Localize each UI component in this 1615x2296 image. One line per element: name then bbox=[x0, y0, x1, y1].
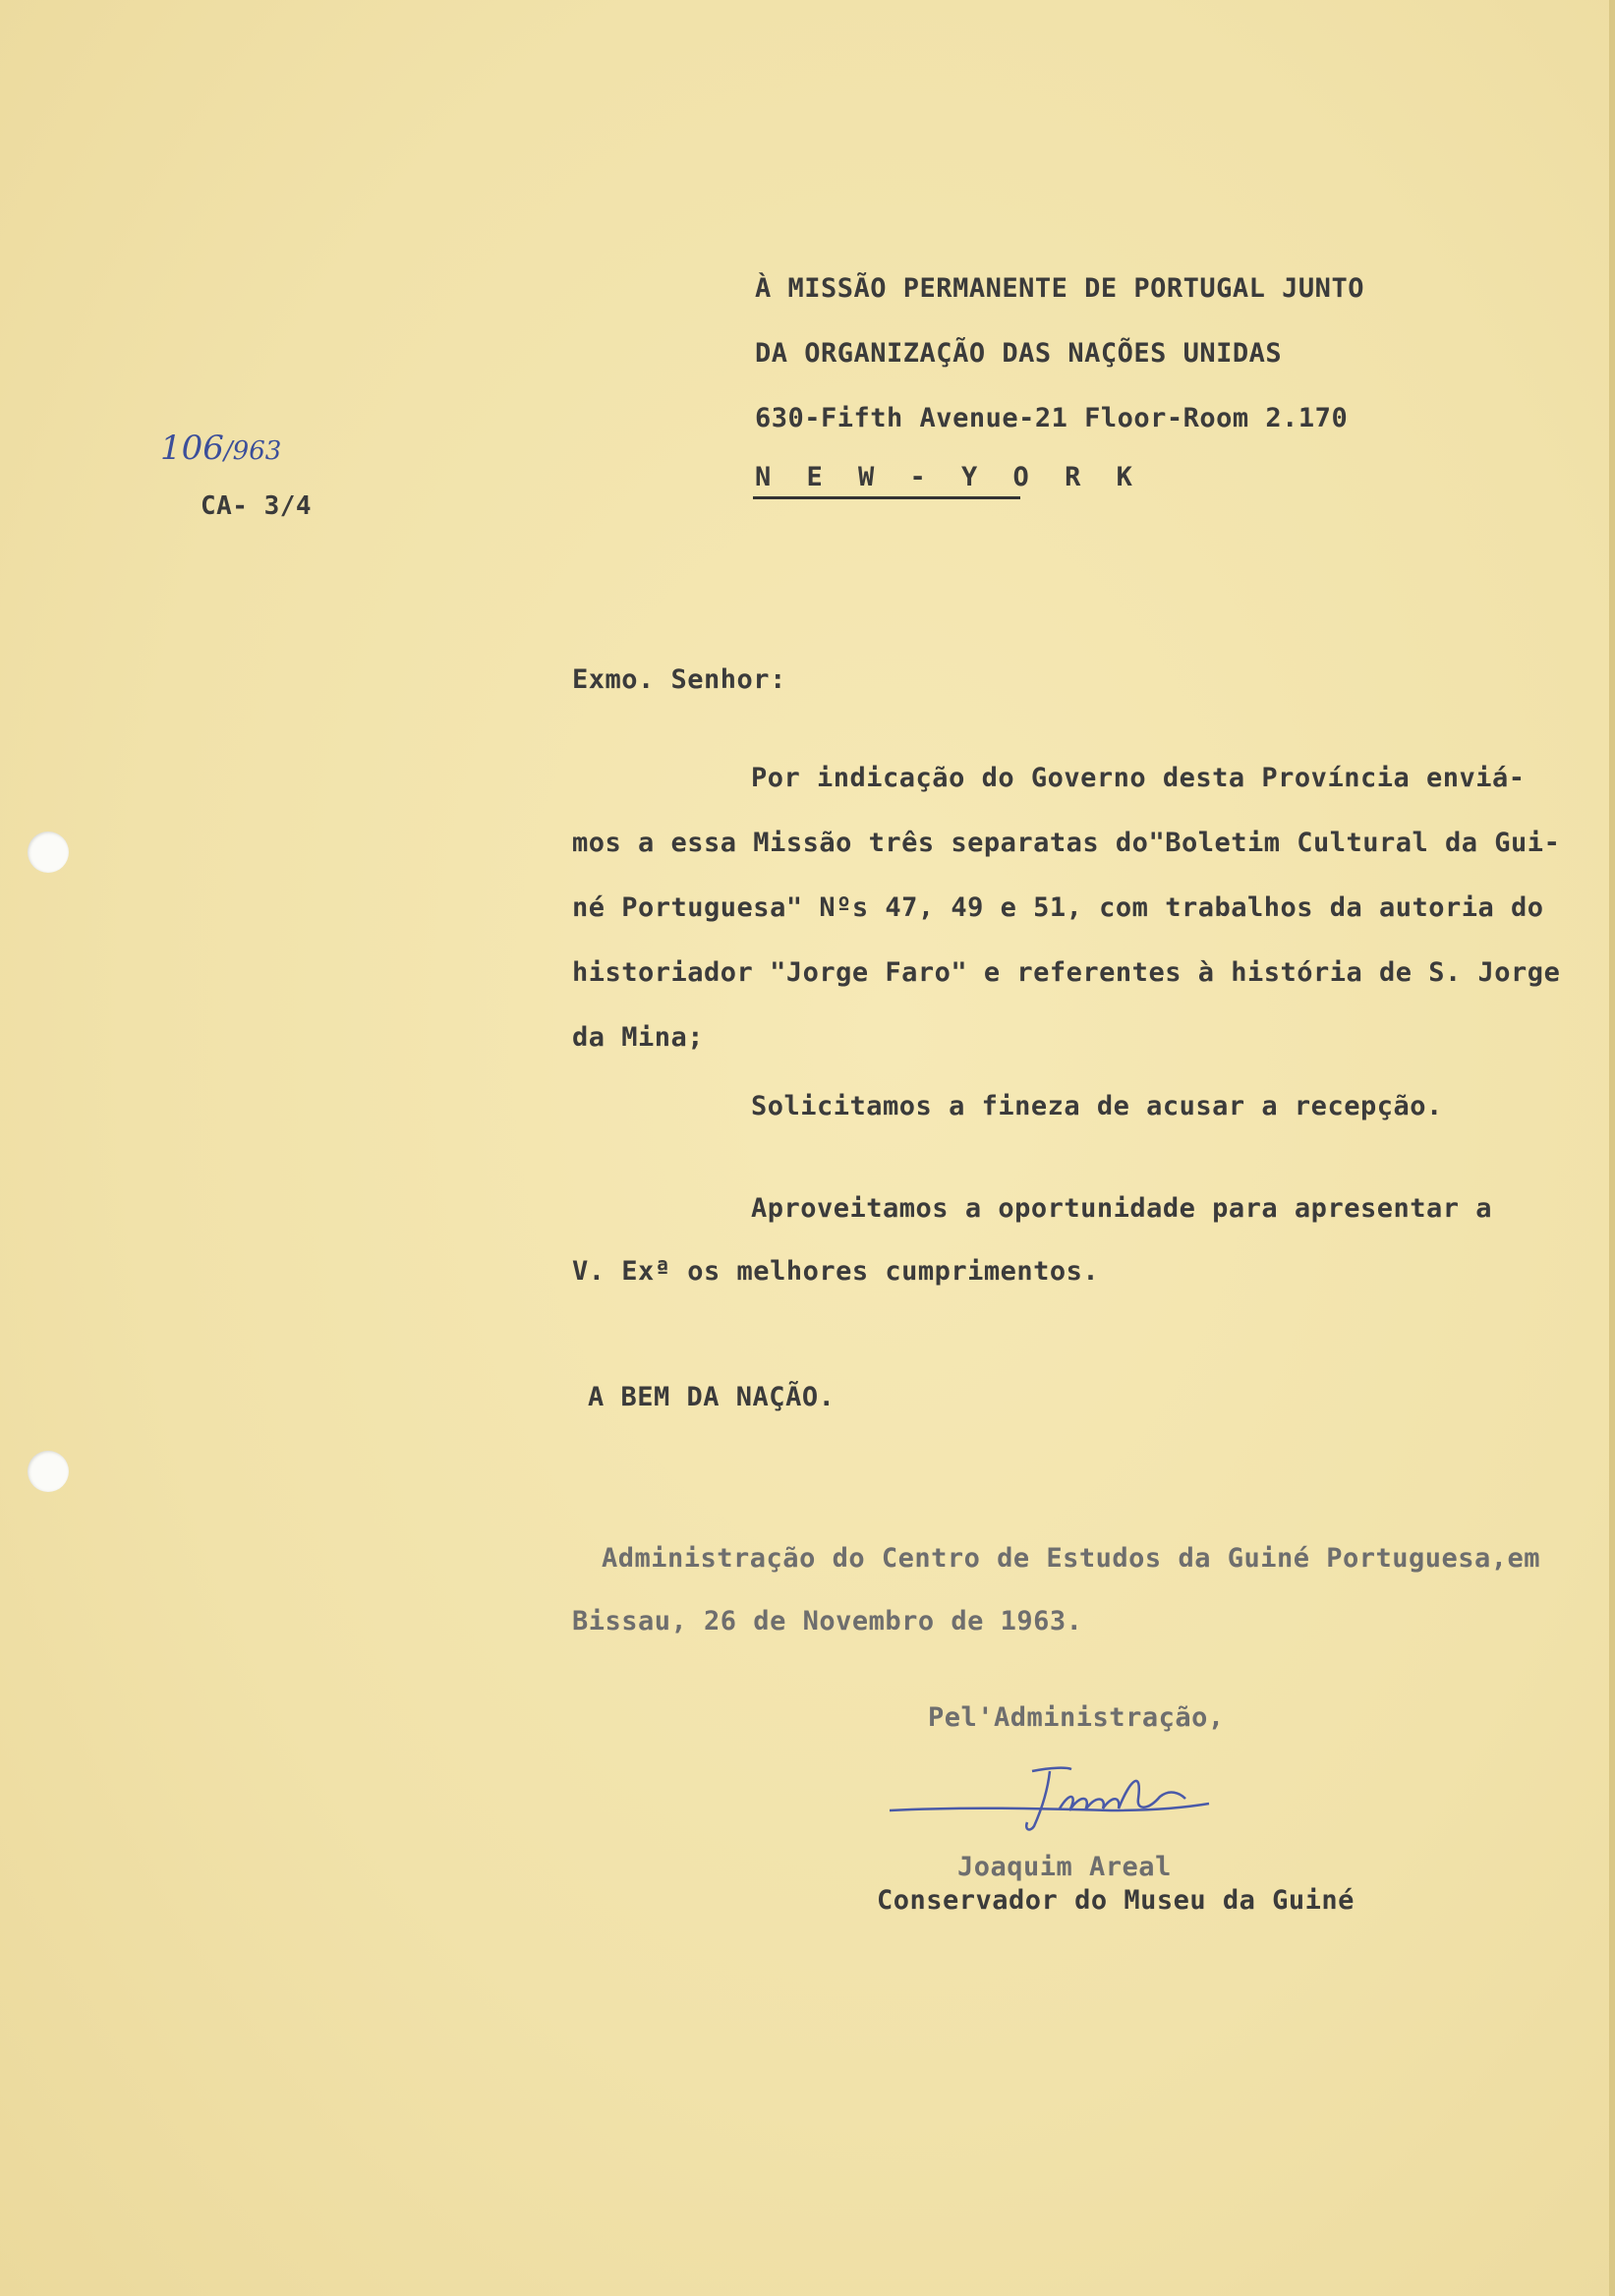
reference-code: CA- 3/4 bbox=[201, 491, 313, 521]
closing: A BEM DA NAÇÃO. bbox=[588, 1382, 836, 1412]
address-line-1: À MISSÃO PERMANENTE DE PORTUGAL JUNTO bbox=[755, 273, 1364, 304]
address-underline bbox=[753, 496, 1020, 499]
body-p1-line-5: da Mina; bbox=[572, 1022, 705, 1053]
body-p2: Solicitamos a fineza de acusar a recepção. bbox=[751, 1091, 1443, 1121]
body-p1-line-3: né Portuguesa" Nºs 47, 49 e 51, com trabalhos da autoria do bbox=[572, 892, 1544, 923]
handwritten-signature bbox=[885, 1750, 1219, 1848]
salutation: Exmo. Senhor: bbox=[572, 664, 786, 695]
body-p3-line-1: Aproveitamos a oportunidade para apresentar a bbox=[751, 1193, 1492, 1224]
body-p3-line-2: V. Exª os melhores cumprimentos. bbox=[572, 1256, 1100, 1287]
address-line-2: DA ORGANIZAÇÃO DAS NAÇÕES UNIDAS bbox=[755, 338, 1283, 369]
punch-hole-bottom bbox=[28, 1451, 69, 1492]
place-date-line-1: Administração do Centro de Estudos da Guiné Portuguesa,em bbox=[602, 1543, 1541, 1574]
address-line-3: 630-Fifth Avenue-21 Floor-Room 2.170 bbox=[755, 403, 1349, 433]
reference-number: 106/963 bbox=[160, 429, 282, 468]
body-p1-line-1: Por indicação do Governo desta Província enviá- bbox=[751, 763, 1526, 793]
paper-edge bbox=[1609, 0, 1615, 2296]
place-date-line-2: Bissau, 26 de Novembro de 1963. bbox=[572, 1606, 1083, 1636]
body-p1-line-2: mos a essa Missão três separatas do"Boletim Cultural da Gui- bbox=[572, 828, 1561, 858]
signatory-name: Joaquim Areal bbox=[957, 1852, 1172, 1882]
for-administration: Pel'Administração, bbox=[928, 1702, 1225, 1733]
punch-hole-top bbox=[28, 832, 69, 873]
address-line-4: N E W - Y O R K bbox=[755, 462, 1142, 492]
body-p1-line-4: historiador "Jorge Faro" e referentes à história de S. Jorge bbox=[572, 957, 1561, 988]
signatory-title: Conservador do Museu da Guiné bbox=[877, 1885, 1355, 1916]
